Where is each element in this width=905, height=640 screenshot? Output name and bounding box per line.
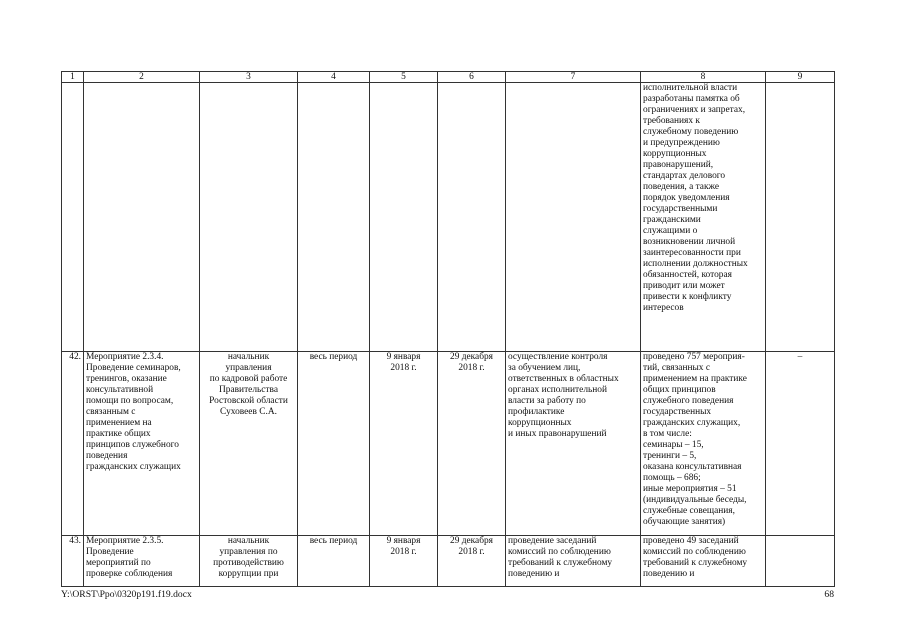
cell-row-number: 42.	[62, 352, 84, 536]
column-number-3: 3	[200, 72, 298, 83]
cell-period: весь период	[298, 536, 370, 587]
column-number-1: 1	[62, 72, 84, 83]
cell-planned-result: осуществление контроля за обучением лиц, ответственных в областных органах исполнительной власти за работу по профилактике коррупционных и иных правонарушений	[506, 352, 641, 536]
cell-start-date: 9 января 2018 г.	[370, 352, 438, 536]
cell-empty	[438, 83, 506, 352]
cell-start-date: 9 января 2018 г.	[370, 536, 438, 587]
report-table	[61, 71, 835, 587]
table-row	[62, 352, 835, 536]
column-number-5: 5	[370, 72, 438, 83]
column-number-6: 6	[438, 72, 506, 83]
cell-end-date: 29 декабря 2018 г.	[438, 352, 506, 536]
cell-empty	[298, 83, 370, 352]
table-row	[62, 536, 835, 587]
cell-empty	[506, 83, 641, 352]
cell-empty	[370, 83, 438, 352]
cell-actual-result: проведено 49 заседаний комиссий по соблюдению требований к служебному поведению и	[641, 536, 766, 587]
cell-actual-result-continued: исполнительной власти разработаны памятка об ограничениях и запретах, требованиях к служебному поведению и предупреждению коррупционных правонарушений, стандартах делового поведения, а также порядок уведомления государственными гражданскими служащими о возникновении личной заинтересованности при исполнении должностных обязанностей, которая приводит или может привести к конфликту интересов	[641, 83, 766, 352]
column-number-7: 7	[506, 72, 641, 83]
cell-empty	[766, 83, 835, 352]
cell-note	[766, 536, 835, 587]
cell-responsible: начальник управления по противодействию коррупции при	[200, 536, 298, 587]
column-number-4: 4	[298, 72, 370, 83]
footer-file-path: Y:\ORST\Ppo\0320p191.f19.docx	[61, 589, 192, 600]
cell-empty	[200, 83, 298, 352]
footer-page-number: 68	[824, 589, 834, 600]
cell-empty	[84, 83, 200, 352]
cell-empty	[62, 83, 84, 352]
cell-event: Мероприятие 2.3.5. Проведение мероприятий по проверке соблюдения	[84, 536, 200, 587]
cell-note: –	[766, 352, 835, 536]
column-number-9: 9	[766, 72, 835, 83]
table-row-continuation	[62, 83, 835, 352]
cell-responsible: начальник управления по кадровой работе Правительства Ростовской области Суховеев С.А.	[200, 352, 298, 536]
cell-end-date: 29 декабря 2018 г.	[438, 536, 506, 587]
cell-row-number: 43.	[62, 536, 84, 587]
column-number-2: 2	[84, 72, 200, 83]
cell-event: Мероприятие 2.3.4. Проведение семинаров, тренингов, оказание консультативной помощи по вопросам, связанным с применением на практике общих принципов служебного поведения гражданских служащих	[84, 352, 200, 536]
column-number-8: 8	[641, 72, 766, 83]
cell-actual-result: проведено 757 мероприя- тий, связанных с применением на практике общих принципов служебного поведения государственных гражданских служащих, в том числе: семинары – 15, тренинги – 5, оказана консультативная помощь – 686; иные мероприятия – 51 (индивидуальные беседы, служебные совещания, обучающие занятия)	[641, 352, 766, 536]
cell-planned-result: проведение заседаний комиссий по соблюдению требований к служебному поведению и	[506, 536, 641, 587]
cell-period: весь период	[298, 352, 370, 536]
table-header-row	[62, 72, 835, 83]
